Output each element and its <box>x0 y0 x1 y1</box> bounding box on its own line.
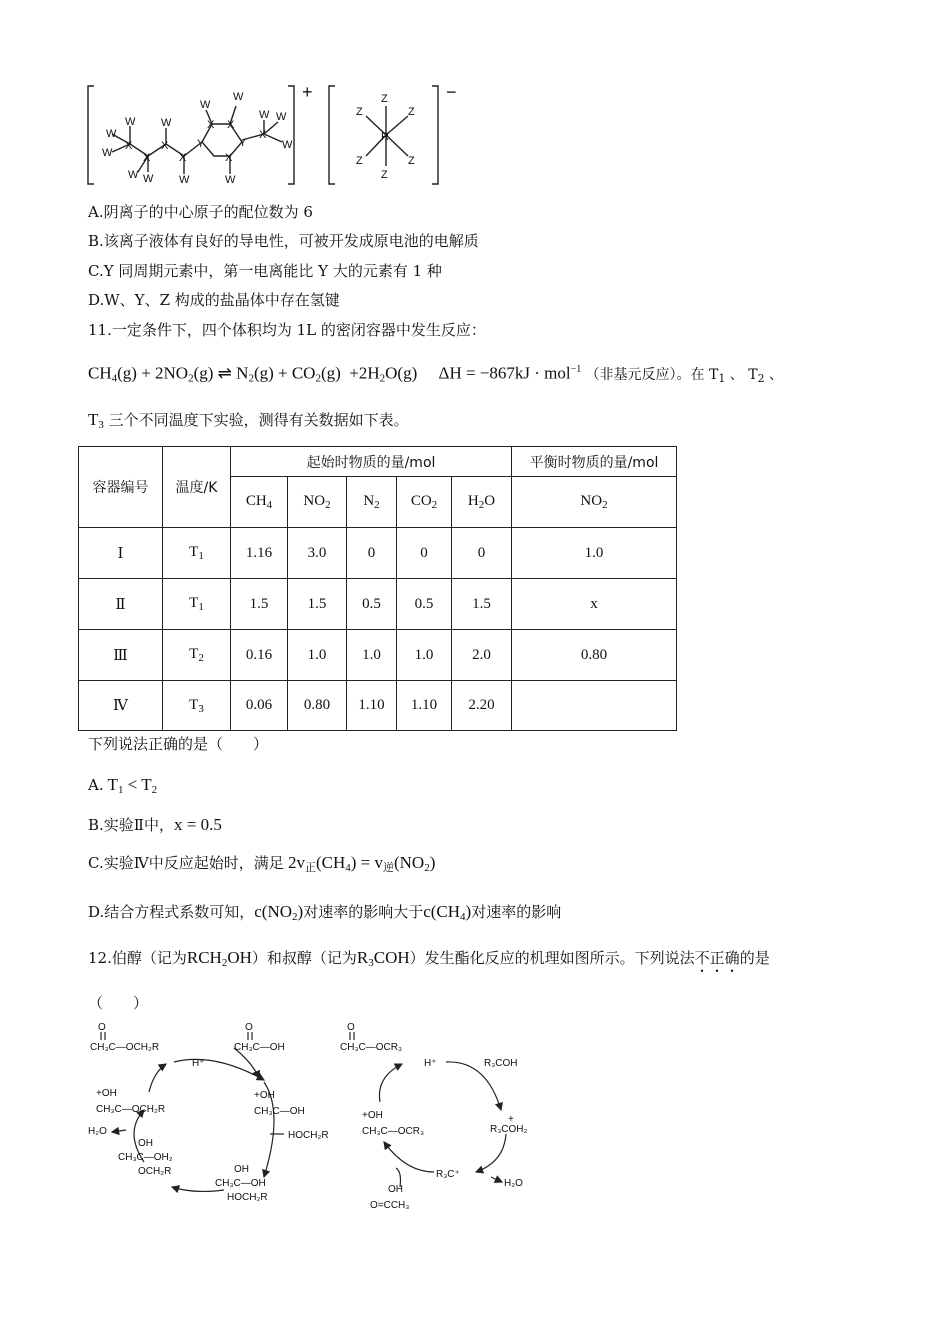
cell-no2: 1.0 <box>288 630 347 681</box>
mech-left-top-left: CH₃C—OCH₂R <box>90 1042 160 1053</box>
svg-text:OH: OH <box>388 1184 403 1195</box>
mech-right-left1: CH₃C—OCR₃ <box>362 1126 425 1137</box>
svg-text:+: + <box>508 1114 514 1125</box>
q11-option-b: B.实验Ⅱ中，x = 0.5 <box>88 815 222 834</box>
cell-h2o: 2.20 <box>452 681 512 731</box>
q11-option-c: C.实验Ⅳ中反应起始时，满足 $2v_正(CH_4) = v_逆(NO_2)$ <box>88 853 436 874</box>
atom-w: W <box>276 111 287 123</box>
atom-z: Z <box>356 155 363 167</box>
row-id: Ⅳ <box>79 681 163 731</box>
atom-x: X <box>125 140 133 152</box>
svg-text:OH: OH <box>234 1164 249 1175</box>
atom-w: W <box>225 174 236 186</box>
cell-n2: 1.10 <box>347 681 397 731</box>
anion-charge: − <box>446 82 457 102</box>
svg-text:O: O <box>347 1022 355 1033</box>
cell-no2-eq: 0.80 <box>512 630 677 681</box>
mech-right-acid: O=CCH₃ <box>370 1200 410 1211</box>
mech-left-right1: CH₃C—OH <box>254 1106 305 1117</box>
atom-x: X <box>161 140 169 152</box>
cell-ch4: 0.16 <box>231 630 288 681</box>
svg-text:O: O <box>245 1022 253 1033</box>
q11-data-table <box>78 446 677 731</box>
q11-option-d: D.结合方程式系数可知，$c(NO_2)$对速率的影响大于$c(CH_4)$对速率的影响 <box>88 902 562 923</box>
atom-w: W <box>259 109 270 121</box>
cell-no2: 0.80 <box>288 681 347 731</box>
header-ch4: $CH_4$ <box>231 477 288 528</box>
header-n2: $N_2$ <box>347 477 397 528</box>
cell-ch4: 0.06 <box>231 681 288 731</box>
q12-answer-paren: （ ） <box>88 994 149 1012</box>
atom-w: W <box>102 147 113 159</box>
q11-question: 下列说法正确的是（ ） <box>88 735 269 753</box>
mech-right-proton: H⁺ <box>424 1058 437 1069</box>
mech-left-water: H₂O <box>88 1126 107 1137</box>
emphasis-text: 不正确 <box>694 949 740 967</box>
atom-x: X <box>207 119 215 131</box>
q11-line3: $T_3$ 三个不同温度下实验，测得有关数据如下表。 <box>88 410 409 431</box>
mech-left-bottom-left: CH₃C—OH₂ <box>118 1152 173 1163</box>
atom-w: W <box>161 117 172 129</box>
cell-co2: 1.10 <box>397 681 452 731</box>
svg-text:OH: OH <box>138 1138 153 1149</box>
atom-y: Y <box>197 138 205 150</box>
q11-option-a: A. $T_1 < T_2$ <box>88 775 158 796</box>
atom-w: W <box>179 174 190 186</box>
mech-left-proton: H⁺ <box>192 1058 205 1069</box>
row-temp: $T_1$ <box>163 528 231 579</box>
atom-z: Z <box>408 106 415 118</box>
atom-w: W <box>128 169 139 181</box>
atom-x: X <box>179 152 187 164</box>
cell-co2: 0.5 <box>397 579 452 630</box>
cell-no2-eq <box>512 681 677 731</box>
atom-w: W <box>200 99 211 111</box>
cell-n2: 0 <box>347 528 397 579</box>
cell-h2o: 2.0 <box>452 630 512 681</box>
atom-x: X <box>143 152 151 164</box>
cell-ch4: 1.16 <box>231 528 288 579</box>
q11-reaction-equation: $CH_4(g) + 2NO_2(g)$ ⇌ $N_2(g) + CO_2(g) +2H_2O(g)$ ΔH = −867kJ · mol$^{-1}$ （非基元反应）。在 $T_1$ 、 $T_2$ 、 <box>88 363 784 385</box>
q10-option-c: C.Y 同周期元素中，第一电离能比 Y 大的元素有 1 种 <box>88 262 442 280</box>
mech-right-right1: R₃COH₂ <box>490 1124 528 1135</box>
mech-left-left1: CH₃C—OCH₂R <box>96 1104 166 1115</box>
table-row <box>79 681 677 731</box>
atom-x: X <box>225 152 233 164</box>
svg-text:O: O <box>98 1022 106 1033</box>
mech-left-bottom-right: CH₃C—OH <box>215 1178 266 1189</box>
mech-left-top-right: CH₃C—OH <box>234 1042 285 1053</box>
mech-right-carbocation: R₃C⁺ <box>436 1169 460 1180</box>
row-id: Ⅰ <box>79 528 163 579</box>
atom-w: W <box>125 116 136 128</box>
header-h2o: $H_2O$ <box>452 477 512 528</box>
mech-right-top: CH₃C—OCR₃ <box>340 1042 403 1053</box>
header-container: 容器编号 <box>79 447 163 528</box>
q11-enthalpy-note: （非基元反应）。在 T <box>585 366 719 383</box>
anion-center: R <box>381 131 389 143</box>
row-temp: $T_3$ <box>163 681 231 731</box>
mech-left-bottom-left2: OCH₂R <box>138 1166 172 1177</box>
cation-charge: + <box>302 82 313 102</box>
header-co2: $CO_2$ <box>397 477 452 528</box>
mechanism-tertiary-alcohol <box>336 1022 556 1212</box>
mech-left-reagent: HOCH₂R <box>288 1130 329 1141</box>
cell-n2: 0.5 <box>347 579 397 630</box>
q10-option-d: D.W、Y、Z 构成的盐晶体中存在氢键 <box>88 291 340 309</box>
header-temperature: 温度/K <box>163 447 231 528</box>
q11-stem: 11.一定条件下，四个体积均为 1L 的密闭容器中发生反应： <box>88 321 486 339</box>
mech-right-water: H₂O <box>504 1178 523 1189</box>
atom-w: W <box>143 173 154 185</box>
q10-option-b: B.该离子液体有良好的导电性，可被开发成原电池的电解质 <box>88 232 479 250</box>
atom-x: X <box>227 119 235 131</box>
q11-line3-text: 三个不同温度下实验，测得有关数据如下表。 <box>108 411 409 429</box>
cell-co2: 1.0 <box>397 630 452 681</box>
cell-no2: 3.0 <box>288 528 347 579</box>
table-row <box>79 630 677 681</box>
row-temp: $T_1$ <box>163 579 231 630</box>
atom-z: Z <box>381 93 388 105</box>
header-no2-eq: $NO_2$ <box>512 477 677 528</box>
atom-y: Y <box>239 137 247 149</box>
svg-text:+OH: +OH <box>362 1110 383 1121</box>
header-no2: $NO_2$ <box>288 477 347 528</box>
cell-h2o: 0 <box>452 528 512 579</box>
svg-text:+OH: +OH <box>96 1088 117 1099</box>
cell-h2o: 1.5 <box>452 579 512 630</box>
ionic-liquid-structure <box>82 82 472 190</box>
atom-z: Z <box>408 155 415 167</box>
cell-co2: 0 <box>397 528 452 579</box>
row-id: Ⅱ <box>79 579 163 630</box>
row-id: Ⅲ <box>79 630 163 681</box>
atom-w: W <box>106 128 117 140</box>
q10-option-a: A.阴离子的中心原子的配位数为 6 <box>88 203 313 221</box>
atom-w: W <box>282 139 293 151</box>
mechanism-primary-alcohol <box>84 1022 329 1212</box>
atom-w: W <box>233 91 244 103</box>
table-row <box>79 579 677 630</box>
atom-x: X <box>259 129 267 141</box>
svg-text:+OH: +OH <box>254 1090 275 1101</box>
cell-no2: 1.5 <box>288 579 347 630</box>
header-equilibrium: 平衡时物质的量/mol <box>512 447 677 477</box>
cell-n2: 1.0 <box>347 630 397 681</box>
cell-no2-eq: 1.0 <box>512 528 677 579</box>
cell-no2-eq: x <box>512 579 677 630</box>
row-temp: $T_2$ <box>163 630 231 681</box>
mech-left-bottom-right2: HOCH₂R <box>227 1192 268 1203</box>
atom-z: Z <box>356 106 363 118</box>
mech-right-reagent: R₃COH <box>484 1058 518 1069</box>
atom-z: Z <box>381 169 388 181</box>
header-initial: 起始时物质的量/mol <box>231 447 512 477</box>
q12-stem: 12.伯醇（记为$RCH_2OH$）和叔醇（记为$R_3COH$）发生酯化反应的机理如图所示。下列说法不正确的是 <box>88 948 770 969</box>
table-row <box>79 528 677 579</box>
cell-ch4: 1.5 <box>231 579 288 630</box>
